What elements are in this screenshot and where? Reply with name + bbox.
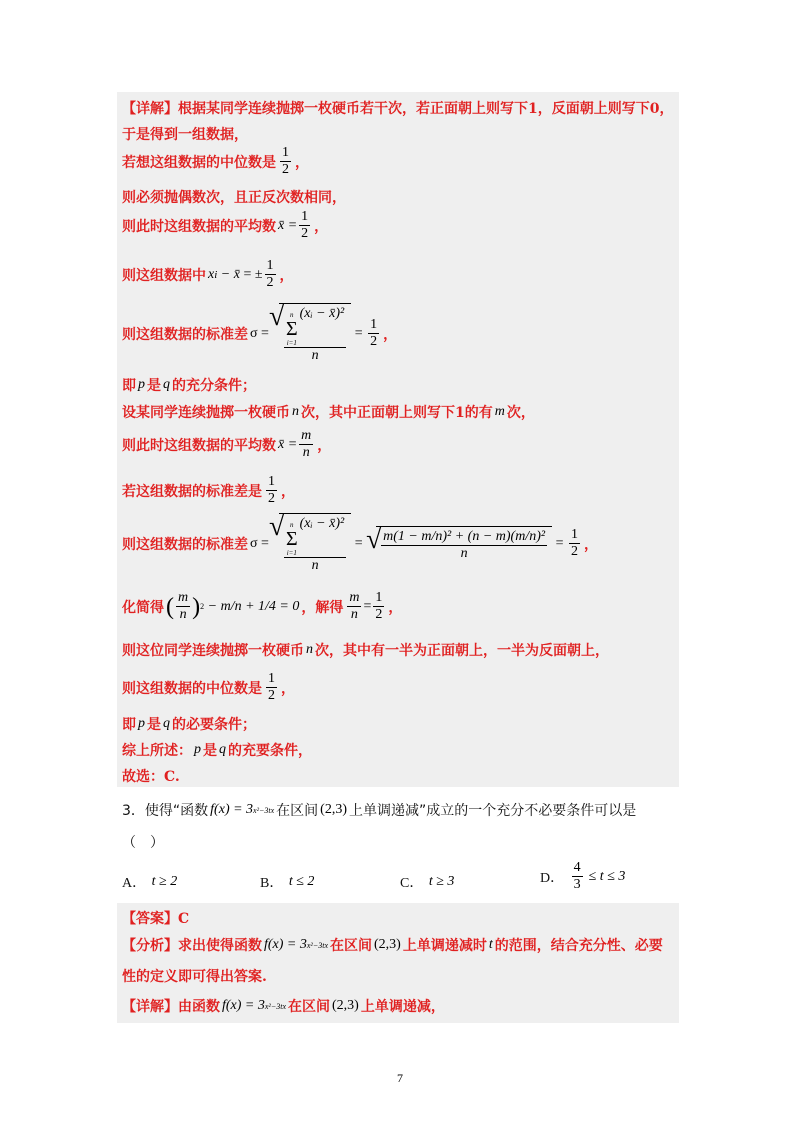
solution-line-14: 则这位同学连续抛掷一枚硬币 n 次，其中有一半为正面朝上，一半为反面朝上， [122, 642, 609, 659]
solution-line-2: 于是得到一组数据， [122, 127, 248, 143]
solution-line-16: 即 p 是 q 的必要条件； [122, 716, 256, 733]
solution-line-9: 设某同学连续抛掷一枚硬币 n 次，其中正面朝上则写下1的有 m 次， [122, 404, 535, 421]
solution-line-18: 故选：C. [122, 769, 180, 785]
answer-line-2: 【分析】求出使得函数 f(x) = 3 x²−3tx 在区间 (2,3) 上单调递减时 t 的范围，结合充分性、必要 [122, 937, 663, 954]
question-3-stem: 3．使得“函数 f(x) = 3 x²−3tx 在区间 (2,3) 上单调递减”成立的一个充分不必要条件可以是 [122, 802, 637, 819]
solution-line-11: 若这组数据的标准差是 $\frac{1}{2}$ ， [122, 474, 295, 506]
solution-line-3: 若想这组数据的中位数是 $\frac{1}{2}$ ， [122, 145, 309, 177]
answer-line-1: 【答案】C [122, 911, 190, 927]
solution-line-8: 即 p 是 q 的充分条件； [122, 377, 256, 394]
solution-line-6: 则这组数据中 x i − x̄ = ± $\frac{1}{2}$ ， [122, 258, 294, 290]
answer-line-4: 【详解】由函数 f(x) = 3 x²−3tx 在区间 (2,3) 上单调递减， [122, 998, 445, 1015]
solution-line-13: 化简得 ( $\frac{m}{n}$ ) 2 − m/n + 1/4 = 0 ，解得 $\frac{m}{n}$ = $\frac{1}{2}$ ， [122, 590, 403, 622]
solution-line-4: 则必须抛偶数次，且正反次数相同， [122, 190, 346, 206]
option-d[interactable]: D． $\frac{4}{3}$ ≤ t ≤ 3 [540, 860, 626, 892]
solution-line-7: 则这组数据的标准差 σ = √ n Σ i=1 (xᵢ − x̄)² n = $\frac{1}{2}$ ， [122, 301, 398, 363]
option-c[interactable]: C． t ≥ 3 [400, 874, 455, 891]
page-number: 7 [397, 1071, 403, 1085]
solution-line-17: 综上所述： p 是 q 的充要条件， [122, 742, 312, 759]
option-b[interactable]: B． t ≤ 2 [260, 874, 315, 891]
solution-line-5: 则此时这组数据的平均数 x̄ = $\frac{1}{2}$ ， [122, 209, 329, 241]
answer-line-3: 性的定义即可得出答案. [122, 969, 267, 985]
question-3-bracket: （ ） [122, 835, 164, 851]
solution-line-1: 【详解】根据某同学连续抛掷一枚硬币若干次，若正面朝上则写下1，反面朝上则写下0， [122, 101, 674, 117]
option-a[interactable]: A． t ≥ 2 [122, 874, 178, 891]
solution-line-10: 则此时这组数据的平均数 x̄ = $\frac{m}{n}$ ， [122, 428, 332, 460]
solution-line-12: 则这组数据的标准差 σ = √ n Σ i=1 (xᵢ − x̄)² n = √ $\frac{\text{m(1 − m/n)² + (n − m)(m/n)²}}{n}$ = $\frac{1}{2}$ ， [122, 511, 598, 573]
solution-line-15: 则这组数据的中位数是 $\frac{1}{2}$ ， [122, 671, 295, 703]
